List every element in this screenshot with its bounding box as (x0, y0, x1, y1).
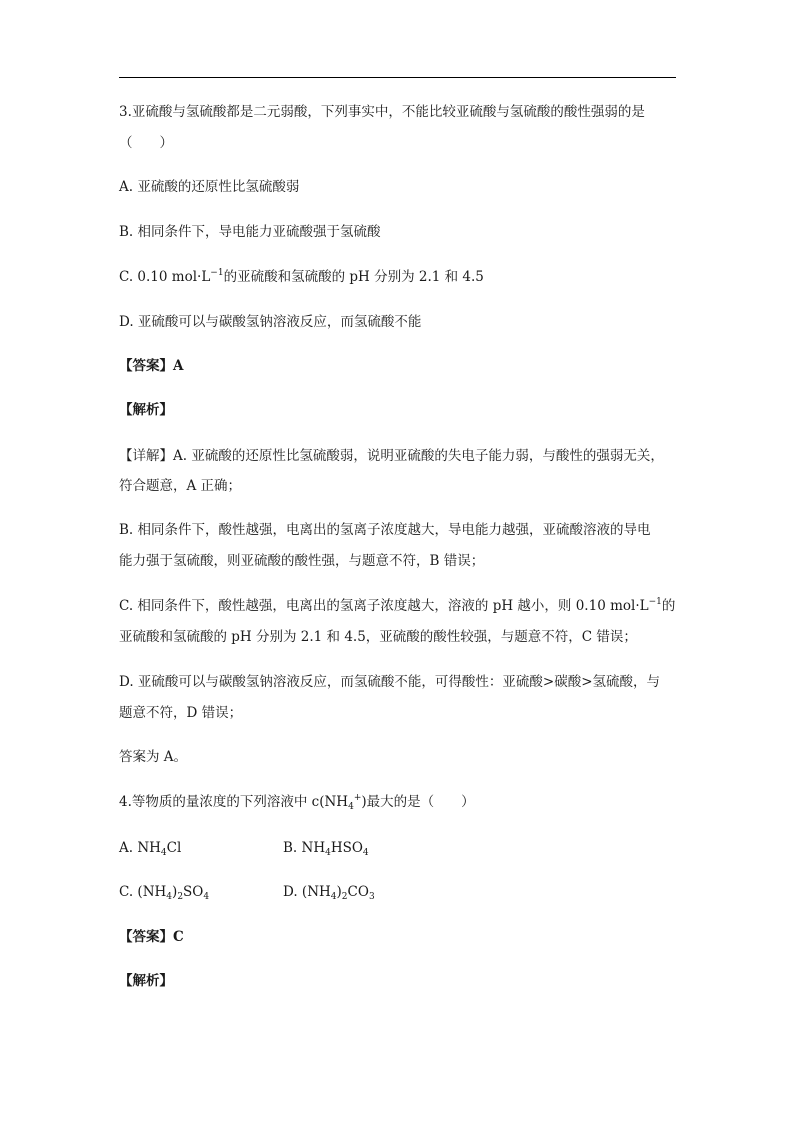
q3-option-b: B. 相同条件下，导电能力亚硫酸强于氢硫酸 (119, 224, 381, 240)
q3-stem: 3.亚硫酸与氢硫酸都是二元弱酸，下列事实中，不能比较亚硫酸与氢硫酸的酸性强弱的是 (119, 104, 645, 120)
q3-detail-b-line2: 能力强于氢硫酸，则亚硫酸的酸性强，与题意不符，B 错误； (119, 553, 485, 569)
q3-answer: 【答案】A (119, 358, 184, 374)
q4-option-c: C. $(NH_4)_2SO_4$ (119, 884, 210, 902)
q3-detail-a-line1: 【详解】A. 亚硫酸的还原性比氢硫酸弱，说明亚硫酸的失电子能力弱，与酸性的强弱无关， (119, 448, 664, 464)
q4-option-a: A. $NH_4Cl$ (119, 840, 182, 858)
q3-analysis-heading: 【解析】 (119, 402, 173, 418)
q3-detail-d-line2: 题意不符，D 错误； (119, 705, 243, 721)
q3-detail-c-line1: C. 相同条件下，酸性越强，电离出的氢离子浓度越大，溶液的 pH 越小，则 0.10 $mol\cdot L^{-1}$的 (119, 597, 676, 614)
header-rule (119, 77, 676, 78)
q4-stem: 4.等物质的量浓度的下列溶液中 $c(NH_4^+)$最大的是（ ） (119, 793, 475, 812)
q3-option-d: D. 亚硫酸可以与碳酸氢钠溶液反应，而氢硫酸不能 (119, 314, 422, 330)
q3-detail-b-line1: B. 相同条件下，酸性越强，电离出的氢离子浓度越大，导电能力越强，亚硫酸溶液的导电 (119, 522, 651, 538)
q4-answer: 【答案】C (119, 929, 184, 945)
q3-option-c: C. 0.10 $mol\cdot L^{-1}$的亚硫酸和氢硫酸的 pH 分别为 2.1 和 4.5 (119, 268, 484, 285)
q3-paren: （ ） (119, 135, 173, 151)
q3-conclusion: 答案为 A。 (119, 749, 188, 765)
q3-detail-c-line2: 亚硫酸和氢硫酸的 pH 分别为 2.1 和 4.5，亚硫酸的酸性较强，与题意不符，C 错误； (119, 629, 637, 645)
q3-detail-d-line1: D. 亚硫酸可以与碳酸氢钠溶液反应，而氢硫酸不能，可得酸性：亚硫酸>碳酸>氢硫酸，与 (119, 674, 661, 690)
q4-analysis-heading: 【解析】 (119, 973, 173, 989)
q4-option-d: D. $(NH_4)_2CO_3$ (283, 884, 375, 902)
q3-detail-a-line2: 符合题意，A 正确； (119, 478, 242, 494)
q4-option-b: B. $NH_4HSO_4$ (283, 840, 369, 858)
q3-option-a: A. 亚硫酸的还原性比氢硫酸弱 (119, 179, 300, 195)
